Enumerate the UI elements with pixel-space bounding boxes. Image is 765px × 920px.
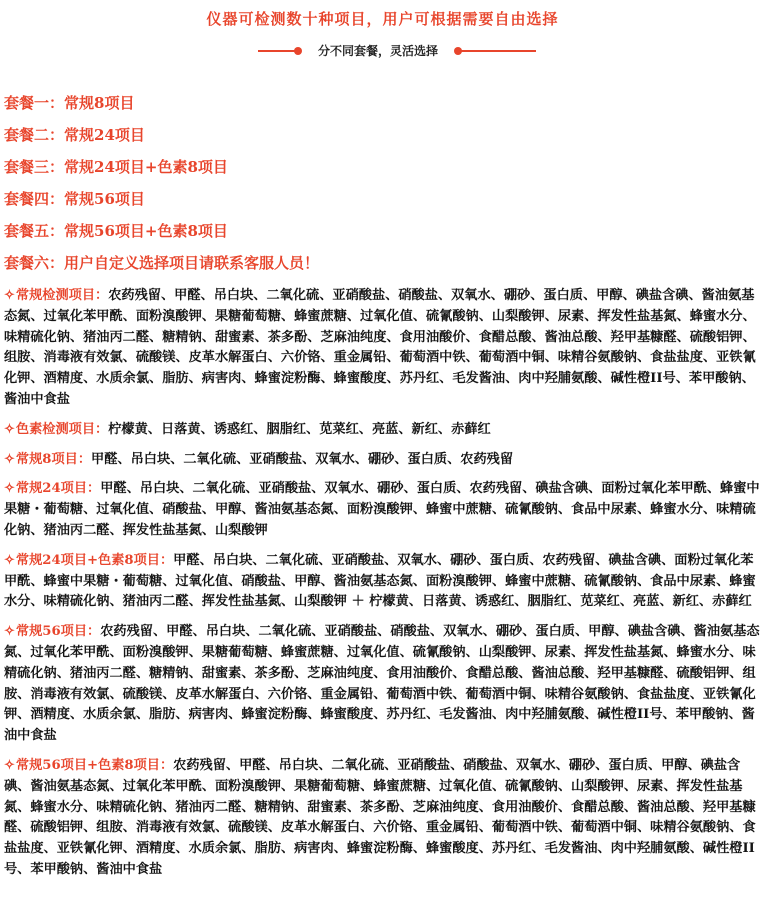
page-headline: 仪器可检测数十种项目，用户可根据需要自由选择 bbox=[206, 10, 559, 28]
section-label: 常规56项目+色素8项目： bbox=[15, 757, 174, 773]
package-list bbox=[4, 91, 764, 283]
section-text: 甲醛、吊白块、二氧化硫、亚硝酸盐、双氧水、硼砂、蛋白质、农药残留、碘盐含碘、面粉过氧化苯甲酰、蜂蜜中果糖・葡萄糖、过氧化值、硝酸盐、甲醇、酱油氨基态氮、面粉溴酸钾、蜂蜜中蔗糖、硫氰酸钠、食品中尿素、蜂蜜水分、味精硫化钠、猪油丙二醛、挥发性盐基氮、山梨酸钾 bbox=[4, 481, 760, 538]
package-item-5: 套餐五：常规56项目+色素8项目 bbox=[4, 222, 228, 240]
section-label: 色素检测项目： bbox=[15, 421, 109, 437]
subtitle-row bbox=[0, 42, 765, 60]
sparkle-icon: ✧ bbox=[4, 624, 15, 640]
section-regular-56-pigment-8 bbox=[4, 756, 760, 881]
section-regular-56 bbox=[4, 622, 760, 747]
sparkle-icon: ✧ bbox=[4, 552, 15, 568]
section-label: 常规24项目+色素8项目： bbox=[15, 552, 174, 568]
package-item-4: 套餐四：常规56项目 bbox=[4, 190, 145, 208]
section-text: 农药残留、甲醛、吊白块、二氧化硫、亚硝酸盐、硝酸盐、双氧水、硼砂、蛋白质、甲醇、碘盐含碘、酱油氨基态氮、过氧化苯甲酰、面粉溴酸钾、果糖葡萄糖、蜂蜜蔗糖、过氧化值、硫氰酸钠、山梨酸钾、尿素、挥发性盐基氮、蜂蜜水分、味精硫化钠、猪油丙二醛、糖精钠、甜蜜素、茶多酚、芝麻油纯度、食用油酸价、食醋总酸、酱油总酸、羟甲基糠醛、硫酸铝钾、组胺、消毒液有效氯、硫酸镁、皮革水解蛋白、六价铬、重金属铅、葡萄酒中铁、葡萄酒中铜、味精谷氨酸钠、食盐盐度、亚铁氰化钾、酒精度、水质余氯、脂肪、病害肉、蜂蜜淀粉酶、蜂蜜酸度、苏丹红、毛发酱油、肉中羟脯氨酸、碱性橙II号、苯甲酸钠、酱油中食盐 bbox=[4, 757, 756, 877]
sparkle-icon: ✧ bbox=[4, 451, 15, 467]
section-label: 常规24项目： bbox=[15, 481, 101, 497]
sparkle-icon: ✧ bbox=[4, 421, 15, 437]
section-label: 常规8项目： bbox=[15, 451, 92, 467]
section-text: 柠檬黄、日落黄、诱惑红、胭脂红、苋菜红、亮蓝、新红、赤藓红 bbox=[108, 421, 491, 437]
subtitle-divider-right bbox=[458, 50, 536, 52]
subtitle-divider-left bbox=[258, 50, 298, 52]
section-regular-24 bbox=[4, 479, 760, 541]
subtitle-text: 分不同套餐，灵活选择 bbox=[317, 44, 438, 58]
sparkle-icon: ✧ bbox=[4, 481, 15, 497]
section-text: 农药残留、甲醛、吊白块、二氧化硫、亚硝酸盐、硝酸盐、双氧水、硼砂、蛋白质、甲醇、碘盐含碘、酱油氨基态氮、过氧化苯甲酰、面粉溴酸钾、果糖葡萄糖、蜂蜜蔗糖、过氧化值、硫氰酸钠、山梨酸钾、尿素、挥发性盐基氮、蜂蜜水分、味精硫化钠、猪油丙二醛、糖精钠、甜蜜素、茶多酚、芝麻油纯度、食用油酸价、食醋总酸、酱油总酸、羟甲基糠醛、硫酸铝钾、组胺、消毒液有效氯、硫酸镁、皮革水解蛋白、六价铬、重金属铅、葡萄酒中铁、葡萄酒中铜、味精谷氨酸钠、食盐盐度、亚铁氰化钾、酒精度、水质余氯、脂肪、病害肉、蜂蜜淀粉酶、蜂蜜酸度、苏丹红、毛发酱油、肉中羟脯氨酸、碱性橙II号、苯甲酸钠、酱油中食盐 bbox=[4, 624, 760, 744]
section-text: 甲醛、吊白块、二氧化硫、亚硝酸盐、双氧水、硼砂、蛋白质、农药残留、碘盐含碘、面粉过氧化苯甲酰、蜂蜜中果糖・葡萄糖、过氧化值、硝酸盐、甲醇、酱油氨基态氮、面粉溴酸钾、蜂蜜中蔗糖、硫氰酸钠、食品中尿素、蜂蜜水分、味精硫化钠、猪油丙二醛、挥发性盐基氮、山梨酸钾 ＋ 柠檬黄、日落黄、诱惑红、胭脂红、苋菜红、亮蓝、新红、赤藓红 bbox=[4, 552, 756, 610]
sparkle-icon: ✧ bbox=[4, 288, 15, 303]
package-item-6: 套餐六：用户自定义选择项目请联系客服人员！ bbox=[4, 254, 320, 272]
subtitle-dot-left bbox=[294, 47, 302, 55]
section-pigment-items bbox=[4, 420, 760, 441]
section-label: 常规检测项目： bbox=[15, 288, 109, 303]
section-text: 甲醛、吊白块、二氧化硫、亚硝酸盐、双氧水、硼砂、蛋白质、农药残留 bbox=[91, 451, 514, 467]
section-regular-8 bbox=[4, 450, 760, 471]
sparkle-icon: ✧ bbox=[4, 757, 15, 773]
package-item-3: 套餐三：常规24项目+色素8项目 bbox=[4, 158, 228, 176]
package-item-2: 套餐二：常规24项目 bbox=[4, 126, 145, 144]
section-regular-items bbox=[4, 286, 760, 411]
package-item-1: 套餐一：常规8项目 bbox=[4, 94, 135, 112]
section-regular-24-pigment-8 bbox=[4, 551, 760, 613]
section-label: 常规56项目： bbox=[15, 624, 101, 640]
package-details bbox=[4, 286, 760, 881]
section-text: 农药残留、甲醛、吊白块、二氧化硫、亚硝酸盐、硝酸盐、双氧水、硼砂、蛋白质、甲醇、碘盐含碘、酱油氨基态氮、过氧化苯甲酰、面粉溴酸钾、果糖葡萄糖、蜂蜜蔗糖、过氧化值、硫氰酸钠、山梨酸钾、尿素、挥发性盐基氮、蜂蜜水分、味精硫化钠、猪油丙二醛、糖精钠、甜蜜素、茶多酚、芝麻油纯度、食用油酸价、食醋总酸、酱油总酸、羟甲基糠醛、硫酸铝钾、组胺、消毒液有效氯、硫酸镁、皮革水解蛋白、六价铬、重金属铅、葡萄酒中铁、葡萄酒中铜、味精谷氨酸钠、食盐盐度、亚铁氰化钾、酒精度、水质余氯、脂肪、病害肉、蜂蜜淀粉酶、蜂蜜酸度、苏丹红、毛发酱油、肉中羟脯氨酸、碱性橙II号、苯甲酸钠、酱油中食盐 bbox=[4, 288, 756, 407]
